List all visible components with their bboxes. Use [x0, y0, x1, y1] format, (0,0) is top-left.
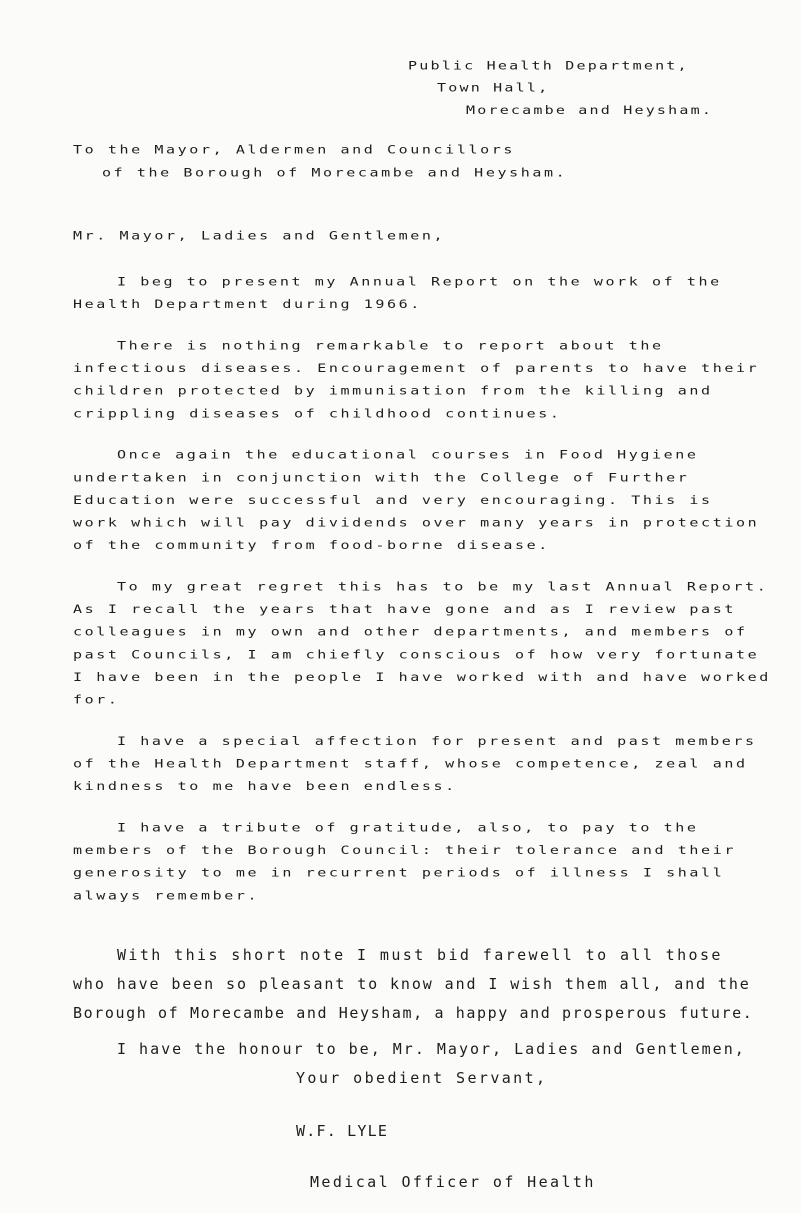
paragraph-4-line-6: for.	[73, 692, 120, 707]
closing-servant: Your obedient Servant,	[296, 1069, 548, 1087]
paragraph-1-line-2: Health Department during 1966.	[73, 297, 422, 312]
paragraph-4-line-3: colleagues in my own and other departments, and members of	[73, 624, 748, 639]
paragraph-7-line-2: who have been so pleasant to know and I wish them all, and the	[73, 975, 751, 993]
paragraph-3-line-5: of the community from food-borne disease.	[73, 538, 550, 553]
paragraph-2-line-1: There is nothing remarkable to report about the	[117, 338, 664, 353]
paragraph-4-line-1: To my great regret this has to be my last Annual Report.	[117, 579, 769, 594]
address-department: Public Health Department,	[408, 58, 689, 73]
paragraph-4-line-4: past Councils, I am chiefly conscious of how very fortunate	[73, 647, 760, 662]
address-town: Morecambe and Heysham.	[466, 102, 714, 117]
closing-line: I have the honour to be, Mr. Mayor, Ladies and Gentlemen,	[117, 1040, 746, 1058]
paragraph-6-line-2: members of the Borough Council: their tolerance and their	[73, 843, 736, 858]
paragraph-2-line-3: children protected by immunisation from the killing and	[73, 383, 713, 398]
paragraph-3-line-4: work which will pay dividends over many years in protection	[73, 515, 760, 530]
salutation: Mr. Mayor, Ladies and Gentlemen,	[73, 228, 446, 243]
paragraph-5-line-3: kindness to me have been endless.	[73, 779, 457, 794]
paragraph-3-line-3: Education were successful and very encouraging. This is	[73, 492, 713, 507]
paragraph-7-line-1: With this short note I must bid farewell to all those	[117, 946, 723, 964]
paragraph-6-line-3: generosity to me in recurrent periods of illness I shall	[73, 865, 725, 880]
paragraph-5-line-2: of the Health Department staff, whose competence, zeal and	[73, 756, 748, 771]
recipient-line-2: of the Borough of Morecambe and Heysham.	[102, 165, 568, 180]
paragraph-5-line-1: I have a special affection for present and past members	[117, 733, 757, 749]
recipient-line-1: To the Mayor, Aldermen and Councillors	[73, 142, 515, 157]
paragraph-1-line-1: I beg to present my Annual Report on the work of the	[117, 274, 722, 289]
signature-title: Medical Officer of Health	[310, 1173, 596, 1191]
paragraph-2-line-2: infectious diseases. Encouragement of parents to have their	[73, 361, 760, 376]
paragraph-3-line-1: Once again the educational courses in Food Hygiene	[117, 447, 699, 462]
paragraph-6-line-1: I have a tribute of gratitude, also, to pay to the	[117, 820, 699, 835]
address-building: Town Hall,	[437, 80, 550, 95]
paragraph-2-line-4: crippling diseases of childhood continues.	[73, 406, 562, 421]
paragraph-7-line-3: Borough of Morecambe and Heysham, a happy and prosperous future.	[73, 1004, 754, 1022]
paragraph-3-line-2: undertaken in conjunction with the College of Further	[73, 470, 690, 485]
signature-name: W.F. LYLE	[296, 1122, 389, 1140]
paragraph-4-line-5: I have been in the people I have worked with and have worked	[73, 670, 771, 685]
paragraph-4-line-2: As I recall the years that have gone and as I review past	[73, 602, 736, 617]
paragraph-6-line-4: always remember.	[73, 888, 260, 903]
